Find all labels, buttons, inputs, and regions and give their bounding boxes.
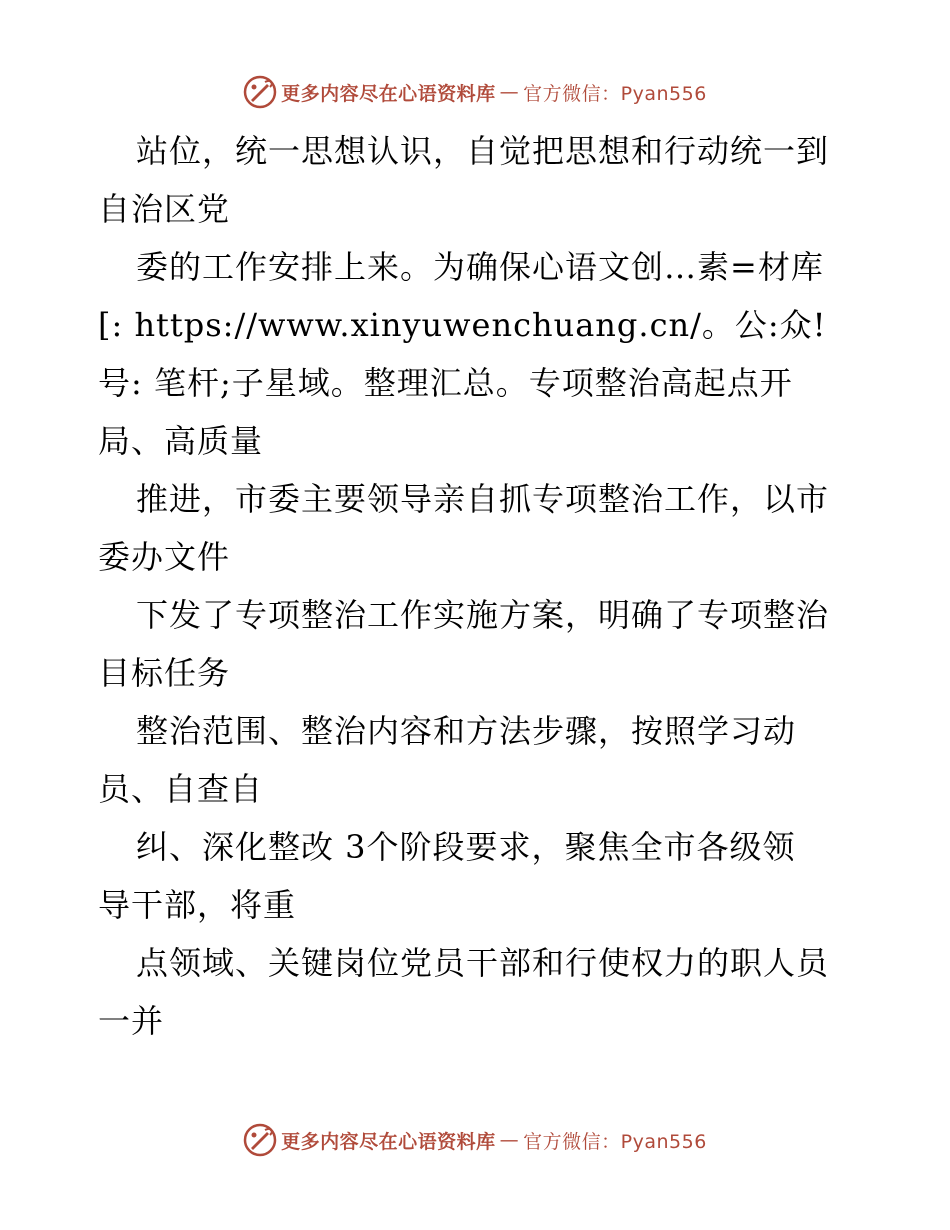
footer-watermark-inner — [243, 1123, 707, 1157]
text-line: 点领域、关键岗位党员干部和行使权力的职人员 — [136, 944, 830, 982]
text-line: 委的工作安排上来。为确保心语文创…素=材库 — [136, 248, 824, 286]
quill-logo-icon — [243, 75, 277, 109]
text-line: 自治区党 — [98, 190, 231, 228]
text-line: 号: 笔杆;子星域。整理汇总。专项整治高起点开 — [98, 364, 793, 402]
text-line: 员、自查自 — [98, 770, 264, 808]
text-line: 下发了专项整治工作实施方案，明确了专项整治 — [136, 596, 830, 634]
text-line: 整治范围、整治内容和方法步骤，按照学习动 — [136, 712, 797, 750]
header-watermark — [0, 72, 950, 112]
header-dash: — — [499, 81, 520, 103]
quill-logo-icon — [243, 1123, 277, 1157]
text-line: 纠、深化整改 3个阶段要求，聚焦全市各级领 — [136, 828, 796, 866]
header-watermark-inner — [243, 75, 707, 109]
text-line: 目标任务 — [98, 654, 231, 692]
footer-site-name: 更多内容尽在心语资料库 — [281, 1130, 496, 1153]
text-line: 一并 — [98, 1002, 165, 1040]
text-line: 委办文件 — [98, 538, 231, 576]
document-body — [98, 122, 858, 1050]
text-line: 导干部，将重 — [98, 886, 297, 924]
footer-wechat: 官方微信：Pyan556 — [523, 1130, 707, 1153]
text-line: 站位，统一思想认识，自觉把思想和行动统一到 — [136, 132, 830, 170]
text-line: 局、高质量 — [98, 422, 264, 460]
text-line: [: https://www.xinyuwenchuang.cn/。公:众! — [98, 306, 827, 344]
footer-watermark — [0, 1120, 950, 1160]
footer-dash: — — [499, 1129, 520, 1151]
text-line: 推进，市委主要领导亲自抓专项整治工作，以市 — [136, 480, 830, 518]
header-wechat: 官方微信：Pyan556 — [523, 82, 707, 105]
header-site-name: 更多内容尽在心语资料库 — [281, 82, 496, 105]
